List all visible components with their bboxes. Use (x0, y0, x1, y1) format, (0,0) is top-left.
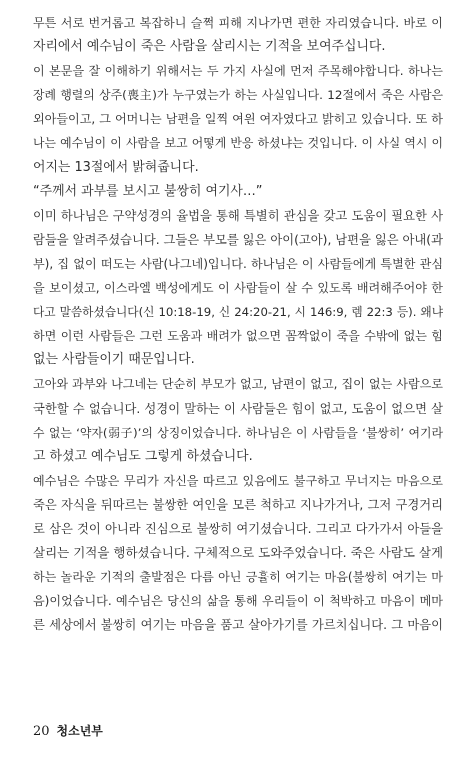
text-line: 고아와 과부와 나그네는 단순히 부모가 없고, 남편이 없고, 집이 없는 사람으로 (33, 377, 443, 392)
text-line: 장례 행렬의 상주(喪主)가 누구였는가 하는 사실입니다. 12절에서 죽은 사람은 (33, 88, 443, 103)
text-line: 없는 사람들이기 때문입니다. (33, 352, 195, 368)
text-line: 무튼 서로 번거롭고 복잡하니 슬쩍 피해 지나가면 편한 자리였습니다. 바로 이 (33, 16, 443, 30)
page-number: 20 (33, 724, 50, 739)
text-line: 국한할 수 없습니다. 성경이 말하는 이 사람들은 힘이 없고, 도움이 없으면 살 (33, 401, 443, 416)
text-line: 람들을 알려주셨습니다. 그들은 부모를 잃은 아이(고아), 남편을 잃은 아내(과 (33, 232, 443, 247)
text-line: 하는 놀라운 기적의 출발점은 다름 아닌 긍휼히 여기는 마음(불쌍히 여기는 마 (33, 570, 443, 585)
text-line: 나는 예수님이 이 사람을 보고 어떻게 반응 하셨냐는 것입니다. 이 사실 역시 이 (33, 136, 443, 151)
text-line: 살리는 기적을 행하셨습니다. 구체적으로 도와주었습니다. 죽은 사람도 살게 (33, 545, 443, 561)
text-line: 어지는 13절에서 밝혀줍니다. (33, 159, 199, 175)
text-line: “주께서 과부를 보시고 불쌍히 여기사…” (33, 183, 263, 199)
text-line: 이 본문을 잘 이해하기 위해서는 두 가지 사실에 먼저 주목해야합니다. 하나는 (33, 64, 443, 79)
publication-title: 청소년부 (56, 724, 103, 738)
text-line: 른 세상에서 불쌍히 여기는 마음을 품고 살아가기를 가르치십니다. 그 마음이 (33, 618, 443, 633)
text-line: 자리에서 예수님이 죽은 사람을 살리시는 기적을 보여주십니다. (33, 39, 386, 55)
text-line: 음)이었습니다. 예수님은 당신의 삶을 통해 우리들이 이 척박하고 마음이 메마 (33, 594, 443, 609)
body-text (33, 11, 443, 637)
text-line: 죽은 자식을 뒤따르는 불쌍한 여인을 모른 척하고 지나가거나, 그저 구경거리 (33, 497, 443, 512)
text-line: 이미 하나님은 구약성경의 율법을 통해 특별히 관심을 갖고 도움이 필요한 사 (33, 208, 443, 223)
text-line: 예수님은 수많은 무리가 자신을 따르고 있음에도 불구하고 무너지는 마음으로 (33, 473, 443, 488)
text-line: 수 없는 ‘약자(弱子)’의 상징이었습니다. 하나님은 이 사람들을 ‘불쌍히’ 여기라 (33, 425, 443, 440)
text-line: 로 삼은 것이 아니라 진심으로 불쌍히 여기셨습니다. 그리고 다가가서 아들을 (33, 521, 443, 536)
text-line: 외아들이고, 그 어머니는 남편을 일찍 여읜 여자였다고 밝히고 있습니다. 또 하 (33, 112, 443, 127)
text-line: 을 보이셨고, 이스라엘 백성에게도 이 사람들이 살 수 있도록 배려해주어야 한 (33, 281, 443, 296)
page-footer (33, 722, 103, 739)
text-line: 부), 집 없이 떠도는 사람(나그네)입니다. 하나님은 이 사람들에게 특별한 관심 (33, 256, 443, 271)
text-line: 하면 이런 사람들은 그런 도움과 배려가 없으면 꼼짝없이 죽을 수밖에 없는 힘 (33, 329, 443, 344)
text-line: 고 하셨고 예수님도 그렇게 하셨습니다. (33, 448, 253, 464)
text-line: 다고 말씀하셨습니다(신 10:18-19, 신 24:20-21, 시 146:9, 렘 22:3 등). 왜냐 (33, 305, 443, 320)
